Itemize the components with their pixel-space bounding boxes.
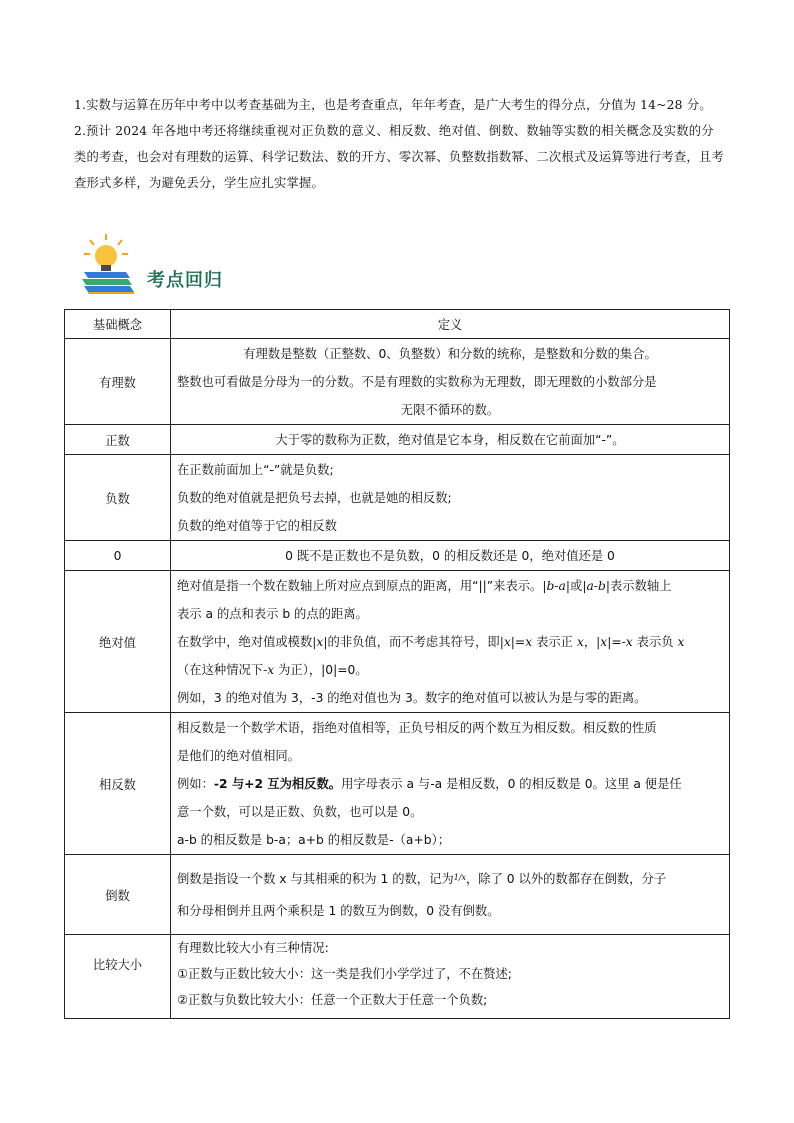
definition-line (177, 572, 723, 600)
math-fragment: x (677, 634, 685, 649)
table-row (65, 713, 730, 855)
math-fragment: |x| (312, 634, 328, 649)
table-row (65, 855, 730, 935)
definition-line: 有理数是整数（正整数、0、负整数）和分数的统称，是整数和分数的集合。 (243, 346, 657, 361)
math-fragment: -x (263, 662, 275, 677)
definition-line: 例如，3 的绝对值为 3，-3 的绝对值也为 3。数字的绝对值可以被认为是与零的距离。 (177, 690, 647, 705)
text-fragment: 用字母表示 a 与-a 是相反数，0 的相反数是 0。这里 a 便是任 (341, 776, 682, 791)
term-cell: 负数 (65, 455, 171, 541)
definition-cell (171, 541, 730, 571)
table-row (65, 571, 730, 713)
term-cell: 相反数 (65, 713, 171, 855)
definition-cell (171, 571, 730, 713)
text-fragment: 表示正 (532, 634, 577, 649)
definition-line: 有理数比较大小有三种情况: (177, 941, 329, 955)
definition-line: 0 既不是正数也不是负数，0 的相反数还是 0，绝对值还是 0 (285, 548, 615, 563)
definition-cell (171, 935, 730, 1019)
definition-line (177, 628, 723, 656)
definition-line (177, 862, 723, 895)
definition-line: ②正数与负数比较大小：任意一个正数大于任意一个负数; (177, 993, 488, 1007)
definition-line: ①正数与正数比较大小：这一类是我们小学学过了，不在赘述; (177, 967, 512, 981)
math-fragment: |x|=-x (596, 634, 633, 649)
term-cell: 0 (65, 541, 171, 571)
definition-line: 和分母相倒并且两个乘积是 1 的数互为倒数，0 没有倒数。 (177, 904, 500, 918)
term-cell: 绝对值 (65, 571, 171, 713)
definition-line: 相反数是一个数学术语，指绝对值相等，正负号相反的两个数互为相反数。相反数的性质 (177, 720, 657, 735)
table-row (65, 455, 730, 541)
definition-line: 是他们的绝对值相同。 (177, 748, 300, 763)
definition-cell (171, 713, 730, 855)
table-row (65, 935, 730, 1019)
intro-text (74, 92, 724, 196)
text-fragment: 倒数是指设一个数 x 与其相乘的积为 1 的数，记为 (177, 872, 454, 886)
lightbulb-books-icon (80, 232, 144, 298)
math-fragment: |b-a| (542, 578, 570, 593)
intro-paragraph-2: 2.预计 2024 年各地中考还将继续重视对正负数的意义、相反数、绝对值、倒数、数轴等实数的相关概念及实数的分类的考查，也会对有理数的运算、科学记数法、数的开方、零次幂、负整数指数幂、二次根式及运算等进行考查，且考查形式多样，为避免丢分，学生应扎实掌握。 (74, 124, 724, 190)
definition-line: 无限不循环的数。 (400, 402, 500, 417)
term-cell: 倒数 (65, 855, 171, 935)
definition-cell (171, 339, 730, 425)
header-definition: 定义 (171, 310, 730, 339)
concepts-table (64, 309, 730, 1019)
text-fragment: 为正），|0|=0。 (274, 662, 368, 677)
text-fragment: 绝对值是指一个数在数轴上所对应点到原点的距离，用“||”来表示。 (177, 578, 543, 593)
table-header-row (65, 310, 730, 339)
fraction: 1/x (453, 873, 466, 882)
intro-paragraph-1: 1.实数与运算在历年中考中以考查基础为主，也是考查重点，年年考查，是广大考生的得分点，分值为 14~28 分。 (74, 98, 712, 112)
text-fragment: 的非负值，而不考虑其符号，即 (327, 634, 500, 649)
definition-line: 负数的绝对值等于它的相反数 (177, 518, 337, 533)
header-concept: 基础概念 (65, 310, 171, 339)
definition-cell (171, 855, 730, 935)
math-fragment: x (576, 634, 584, 649)
term-cell: 正数 (65, 425, 171, 455)
table-row (65, 339, 730, 425)
math-fragment: |x|=x (499, 634, 533, 649)
definition-line: a-b 的相反数是 b-a；a+b 的相反数是-（a+b）； (177, 832, 451, 847)
math-fragment: |a-b| (582, 578, 610, 593)
table-row (65, 425, 730, 455)
text-fragment: 或 (570, 578, 583, 593)
definition-line (177, 656, 723, 684)
definition-cell (171, 455, 730, 541)
section-header (80, 232, 380, 298)
definition-line: 在正数前面加上“-”就是负数; (177, 462, 334, 477)
term-cell: 有理数 (65, 339, 171, 425)
definition-line: 表示 a 的点和表示 b 的点的距离。 (177, 606, 368, 621)
text-fragment: 表示负 (632, 634, 678, 649)
text-fragment: （在这种情况下 (177, 662, 264, 677)
text-fragment: 在数学中，绝对值或模数 (177, 634, 313, 649)
text-fragment: ，除了 0 以外的数都存在倒数，分子 (465, 872, 667, 886)
definition-line: 大于零的数称为正数，绝对值是它本身，相反数在它前面加“-”。 (275, 432, 625, 447)
definition-line (177, 770, 723, 798)
definition-line: 意一个数，可以是正数、负数，也可以是 0。 (177, 804, 423, 819)
definition-cell (171, 425, 730, 455)
table-row (65, 541, 730, 571)
definition-line: 负数的绝对值就是把负号去掉，也就是她的相反数; (177, 490, 452, 505)
text-fragment: ， (583, 634, 597, 649)
bold-fragment: -2 与+2 互为相反数。 (213, 776, 342, 791)
text-fragment: 例如： (177, 776, 214, 791)
text-fragment: 表示数轴上 (609, 578, 672, 593)
definition-line: 整数也可看做是分母为一的分数。不是有理数的实数称为无理数，即无理数的小数部分是 (177, 374, 657, 389)
term-cell: 比较大小 (65, 935, 171, 1019)
section-title: 考点回归 (147, 270, 223, 291)
